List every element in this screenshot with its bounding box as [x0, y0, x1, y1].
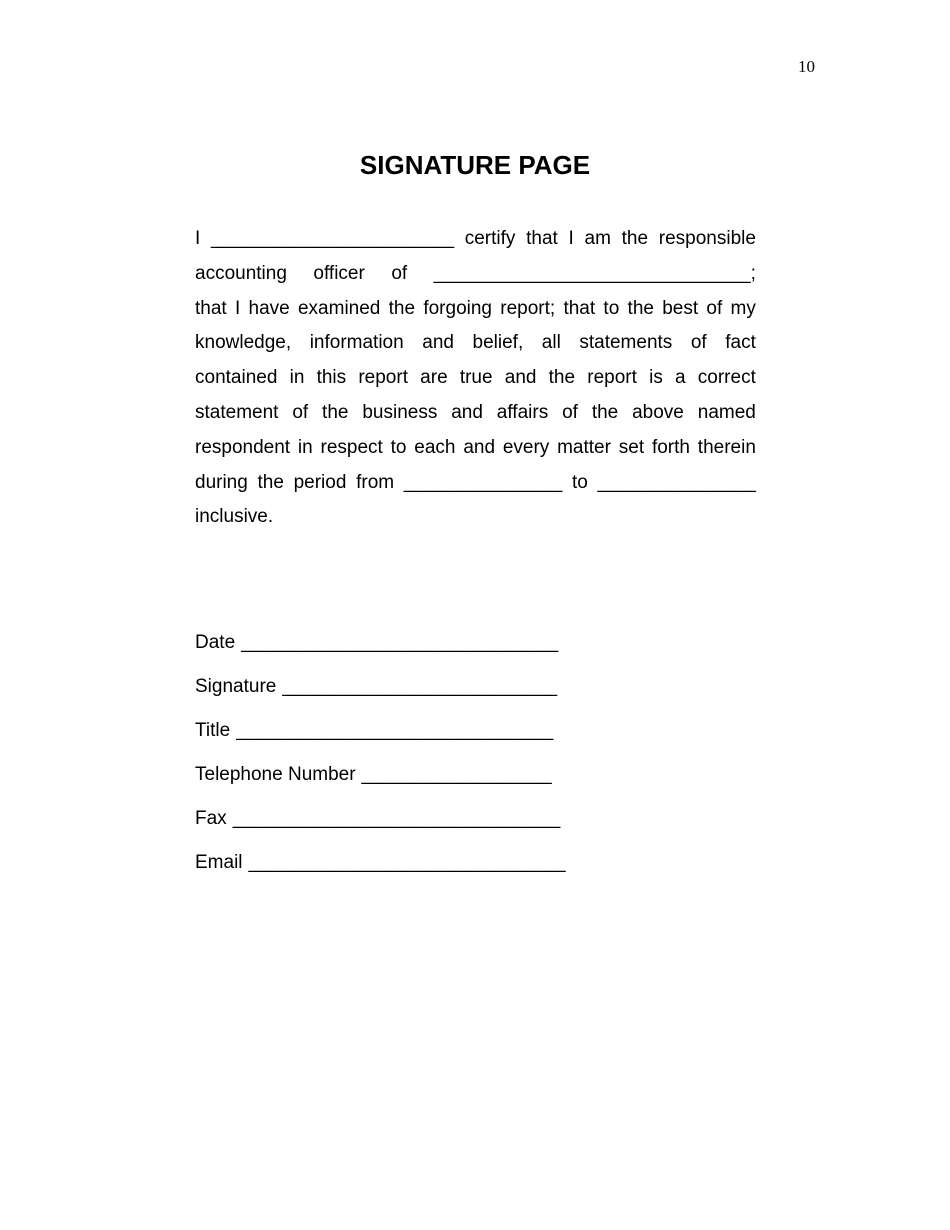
certification-word: officer [313, 262, 365, 284]
certification-word: forgoing [423, 297, 492, 319]
certification-word: examined [297, 297, 381, 319]
certification-word: have [248, 297, 290, 319]
page-title: SIGNATURE PAGE [359, 150, 591, 180]
certification-word: to [390, 436, 407, 458]
certification-word: therein [697, 436, 756, 458]
certification-line [195, 361, 756, 396]
certification-word: each [414, 436, 456, 458]
certification-word: matter [557, 436, 611, 458]
certification-word: information [309, 332, 404, 354]
certification-word: of [562, 401, 578, 423]
certification-word: certify [464, 228, 516, 249]
certification-line [195, 431, 756, 466]
certification-word: and [422, 332, 454, 354]
certification-word: the [548, 367, 576, 389]
certification-word: respect [320, 436, 383, 458]
certification-word: accounting [195, 262, 287, 284]
certification-word: the [627, 297, 654, 319]
certification-word: correct [697, 367, 756, 389]
certification-word: my [730, 297, 756, 319]
certification-word: period [293, 471, 347, 493]
certification-word: during [195, 471, 248, 493]
email-field [195, 852, 566, 896]
certification-line [195, 396, 756, 431]
certification-word: statement [195, 401, 279, 423]
certification-word: a [675, 367, 686, 389]
certification-word: am [584, 228, 611, 249]
telephone-field [195, 764, 566, 808]
certification-word: report [358, 367, 408, 389]
certification-word: and [451, 401, 483, 423]
certification-word: this [316, 367, 347, 389]
certification-word: all [541, 332, 561, 354]
title-label: Title [195, 720, 231, 741]
certification-word: contained [195, 367, 278, 389]
certification-word: above [632, 401, 684, 423]
certification-word: belief, [472, 332, 524, 354]
telephone-blank: __________________ [361, 764, 552, 785]
certification-word: the [257, 471, 284, 493]
certification-word: named [697, 401, 756, 423]
certification-word: that [526, 228, 558, 249]
date-blank: ______________________________ [241, 632, 559, 653]
certification-line [195, 292, 756, 327]
certification-word: fact [725, 332, 756, 354]
certification-word: of [706, 297, 723, 319]
certification-word: _______________ [597, 471, 756, 493]
certification-word: is [649, 367, 663, 389]
signature-blank: __________________________ [282, 676, 558, 697]
certification-word: _______________________ [210, 228, 455, 249]
certification-word: ______________________________; [433, 262, 756, 284]
certification-line [195, 222, 756, 257]
telephone-label: Telephone Number [195, 764, 356, 785]
certification-word: the [322, 401, 349, 423]
certification-word: and [504, 367, 537, 389]
certification-word: I [568, 228, 574, 249]
certification-word: in [289, 367, 305, 389]
certification-word: report; [500, 297, 556, 319]
certification-word: affairs [496, 401, 549, 423]
fax-label: Fax [195, 808, 227, 829]
certification-line [195, 257, 756, 292]
certification-statement [195, 222, 756, 535]
certification-word: that [563, 297, 596, 319]
certification-line [195, 326, 756, 361]
date-field [195, 632, 566, 676]
certification-word: from [356, 471, 395, 493]
certification-line [195, 466, 756, 501]
signature-field [195, 676, 566, 720]
certification-word: forth [651, 436, 690, 458]
certification-word: that [195, 297, 227, 319]
certification-word: respondent [195, 436, 291, 458]
certification-word: best [662, 297, 699, 319]
certification-word: of [391, 262, 408, 284]
certification-word: every [502, 436, 550, 458]
certification-word: I [234, 297, 241, 319]
certification-word: the [591, 401, 619, 423]
certification-word: true [459, 367, 493, 389]
title-field [195, 720, 566, 764]
certification-word: business [362, 401, 438, 423]
certification-word: the [621, 228, 649, 249]
certification-word: set [618, 436, 645, 458]
page-number: 10 [798, 57, 815, 76]
certification-word: statements [579, 332, 673, 354]
fax-field [195, 808, 566, 852]
fax-blank: _______________________________ [232, 808, 561, 829]
certification-word: of [690, 332, 707, 354]
title-blank: ______________________________ [236, 720, 554, 741]
certification-last-line: inclusive. [195, 506, 274, 528]
certification-word: knowledge, [195, 332, 292, 354]
certification-word: are [420, 367, 448, 389]
certification-word: in [297, 436, 313, 458]
email-blank: ______________________________ [248, 852, 566, 873]
signature-label: Signature [195, 676, 277, 697]
certification-word: the [388, 297, 416, 319]
certification-word: to [571, 471, 588, 493]
email-label: Email [195, 852, 243, 873]
certification-word: of [292, 401, 309, 423]
certification-word: to [603, 297, 620, 319]
certification-word: and [463, 436, 496, 458]
certification-word: responsible [658, 228, 756, 249]
certification-word: _______________ [403, 471, 563, 493]
certification-word: report [587, 367, 637, 389]
signature-fields [195, 632, 566, 896]
date-label: Date [195, 632, 236, 653]
certification-word: I [195, 228, 201, 249]
